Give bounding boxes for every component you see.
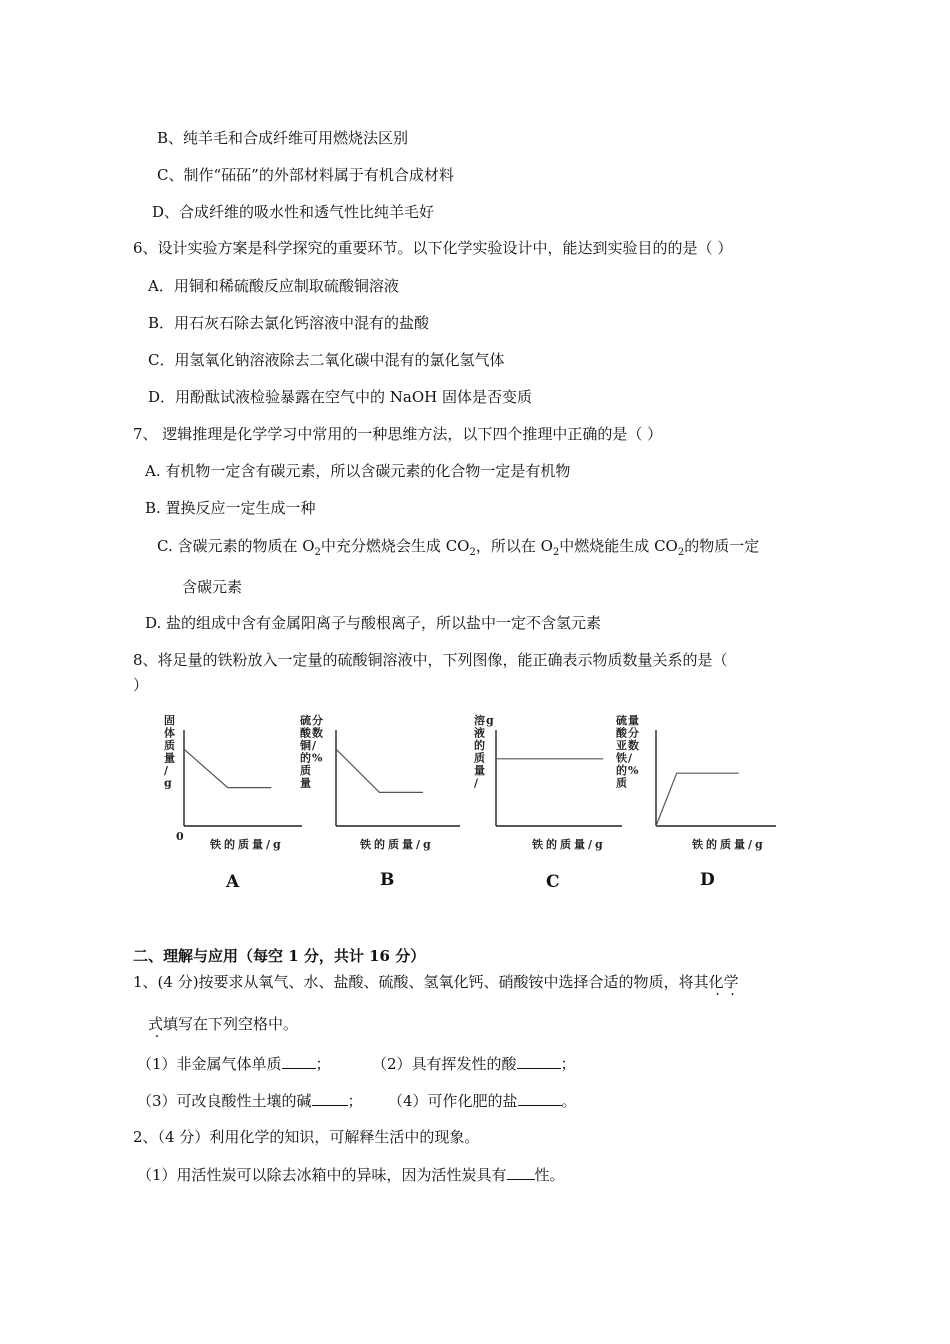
s2-q1-text-2: 填写在下列空格中。	[163, 1015, 299, 1033]
s2-q1-blank-4[interactable]	[518, 1090, 562, 1106]
svg-text:数: 数	[628, 739, 639, 752]
q6-option-a: A．用铜和稀硫酸反应制取硫酸铜溶液	[148, 277, 399, 295]
chart-c-svg	[470, 712, 630, 862]
q7-c-text-1: C. 含碳元素的物质在 O	[157, 537, 315, 555]
s2-q1-emphasis-3: 式	[148, 1015, 164, 1033]
s2-q1-blank-2[interactable]	[517, 1053, 561, 1069]
s2-q1-item-2-label: （2）具有挥发性的酸	[372, 1055, 517, 1073]
svg-text:/: /	[164, 764, 169, 777]
q7-option-c-continued: 含碳元素	[182, 578, 243, 596]
s2-q1-item-4-end: 。	[561, 1092, 577, 1110]
q7-c-sub-3: 2	[552, 547, 560, 558]
q7-option-b: B. 置换反应一定生成一种	[145, 499, 316, 517]
svg-text:硫: 硫	[300, 714, 311, 727]
svg-text:亚: 亚	[616, 739, 627, 752]
chart-b	[298, 712, 468, 866]
chart-d	[612, 712, 782, 866]
svg-text:液: 液	[474, 726, 485, 740]
chart-a-letter: A	[226, 872, 240, 892]
q6-option-c: C．用氢氧化钠溶液除去二氧化碳中混有的氯化氢气体	[148, 351, 505, 369]
s2-q1-stem-continued	[148, 1014, 298, 1034]
q5-option-d: D、合成纤维的吸水性和透气性比纯羊毛好	[152, 203, 435, 221]
q6-option-b: B．用石灰石除去氯化钙溶液中混有的盐酸	[148, 314, 430, 332]
s2-q1-emphasis-2: 学	[723, 973, 739, 991]
q5-option-b: B、纯羊毛和合成纤维可用燃烧法区别	[157, 129, 409, 147]
svg-text:%: %	[628, 764, 639, 777]
chart-a-svg	[158, 712, 308, 862]
s2-q2-stem: 2、（4 分）利用化学的知识，可解释生活中的现象。	[133, 1128, 480, 1146]
q6-stem: 6、设计实验方案是科学探究的重要环节。以下化学实验设计中，能达到实验目的的是（ ）	[133, 239, 733, 257]
chart-b-svg	[298, 712, 468, 862]
svg-text:酸: 酸	[616, 726, 627, 740]
chart-d-x-label: 铁的质量/g	[692, 838, 766, 851]
s2-q1-item-4	[388, 1090, 577, 1111]
s2-q1-blank-3[interactable]	[312, 1090, 348, 1106]
s2-q1-text: 1、(4 分)按要求从氧气、水、盐酸、硫酸、氢氧化钙、硝酸铵中选择合适的物质，将其	[133, 973, 709, 991]
svg-text:的: 的	[300, 751, 311, 765]
svg-text:固: 固	[164, 714, 175, 727]
svg-text:的: 的	[616, 764, 627, 777]
s2-q1-item-1	[137, 1053, 331, 1074]
svg-text:质: 质	[164, 739, 175, 752]
svg-text:质: 质	[616, 776, 627, 790]
section2-heading: 二、理解与应用（每空 1 分，共计 16 分）	[133, 947, 426, 965]
s2-q2-item-1-end: 性。	[534, 1166, 565, 1184]
s2-q2-item-1-label: （1）用活性炭可以除去冰箱中的异味，因为活性炭具有	[137, 1166, 507, 1184]
q7-stem: 7、 逻辑推理是化学学习中常用的一种思维方法，以下四个推理中正确的是（ ）	[133, 425, 663, 443]
svg-text:质: 质	[474, 751, 485, 765]
q7-c-sub-2: 2	[469, 547, 476, 558]
svg-text:g: g	[164, 776, 172, 790]
s2-q1-item-3-end: ；	[347, 1092, 363, 1110]
chart-d-svg	[612, 712, 782, 862]
svg-text:分: 分	[628, 726, 639, 740]
chart-d-series-line	[656, 773, 739, 826]
s2-q1-item-1-label: （1）非金属气体单质	[137, 1055, 282, 1073]
svg-text:%: %	[312, 751, 323, 765]
s2-q1-item-3	[137, 1090, 363, 1111]
chart-a	[158, 712, 308, 866]
chart-a-origin-label: 0	[176, 830, 184, 843]
chart-b-x-label: 铁的质量/g	[360, 838, 434, 851]
q7-c-text-4: 中燃烧能生成 CO	[559, 537, 678, 555]
svg-text:量: 量	[164, 751, 175, 765]
q8-stem-continued: ）	[133, 676, 149, 694]
chart-b-y-label	[299, 713, 323, 790]
chart-c-letter: C	[546, 872, 560, 892]
svg-text:铜: 铜	[300, 739, 311, 752]
chart-d-letter: D	[700, 870, 715, 890]
q5-option-c: C、制作“砳砳”的外部材料属于有机合成材料	[157, 166, 454, 184]
q7-c-text-5: 的物质一定	[684, 537, 760, 555]
chart-b-series-line	[336, 749, 423, 792]
chart-d-y-label	[615, 713, 639, 790]
s2-q1-item-4-label: （4）可作化肥的盐	[388, 1092, 518, 1110]
s2-q1-item-2	[372, 1053, 576, 1074]
chart-c-x-label: 铁的质量/g	[532, 838, 606, 851]
s2-q1-item-3-label: （3）可改良酸性土壤的碱	[137, 1092, 312, 1110]
chart-c	[470, 712, 630, 866]
q7-c-text-2: 中充分燃烧会生成 CO	[320, 537, 470, 555]
s2-q2-blank-1[interactable]	[507, 1164, 535, 1180]
q6-option-d: D．用酚酞试液检验暴露在空气中的 NaOH 固体是否变质	[148, 388, 533, 406]
svg-text:数: 数	[312, 726, 323, 740]
chart-b-letter: B	[380, 870, 395, 890]
svg-text:量: 量	[628, 714, 639, 727]
s2-q1-item-1-end: ；	[315, 1055, 331, 1073]
svg-text:硫: 硫	[616, 714, 627, 727]
svg-text:溶: 溶	[474, 714, 485, 727]
svg-text:/: /	[312, 739, 317, 752]
svg-text:/: /	[474, 776, 479, 790]
svg-text:的: 的	[474, 739, 485, 752]
q7-c-sub-4: 2	[677, 547, 685, 558]
q7-option-d: D. 盐的组成中含有金属阳离子与酸根离子，所以盐中一定不含氢元素	[145, 614, 602, 632]
svg-text:体: 体	[164, 726, 175, 740]
chart-c-y-label	[474, 713, 494, 790]
svg-text:质: 质	[300, 764, 311, 777]
chart-a-series-line	[184, 749, 271, 787]
q7-option-c	[157, 536, 759, 563]
svg-text:酸: 酸	[300, 726, 311, 740]
s2-q1-blank-1[interactable]	[282, 1053, 316, 1069]
svg-text:铁: 铁	[616, 751, 627, 765]
q7-c-sub-1: 2	[314, 547, 321, 558]
chart-a-x-label: 铁的质量/g	[210, 838, 284, 851]
q7-c-text-3: ，所以在 O	[475, 537, 553, 555]
svg-text:/: /	[628, 751, 633, 765]
svg-text:分: 分	[312, 714, 323, 727]
q8-stem: 8、将足量的铁粉放入一定量的硫酸铜溶液中，下列图像，能正确表示物质数量关系的是（	[133, 651, 728, 669]
svg-text:量: 量	[300, 776, 311, 790]
s2-q1-stem	[133, 972, 739, 992]
chart-a-y-label	[164, 713, 175, 790]
q7-option-a: A. 有机物一定含有碳元素，所以含碳元素的化合物一定是有机物	[145, 462, 571, 480]
s2-q2-item-1	[137, 1164, 565, 1185]
s2-q1-item-2-end: ；	[560, 1055, 576, 1073]
s2-q1-emphasis-1: 化	[708, 973, 724, 991]
svg-text:量: 量	[474, 764, 485, 777]
svg-text:g: g	[486, 714, 494, 727]
